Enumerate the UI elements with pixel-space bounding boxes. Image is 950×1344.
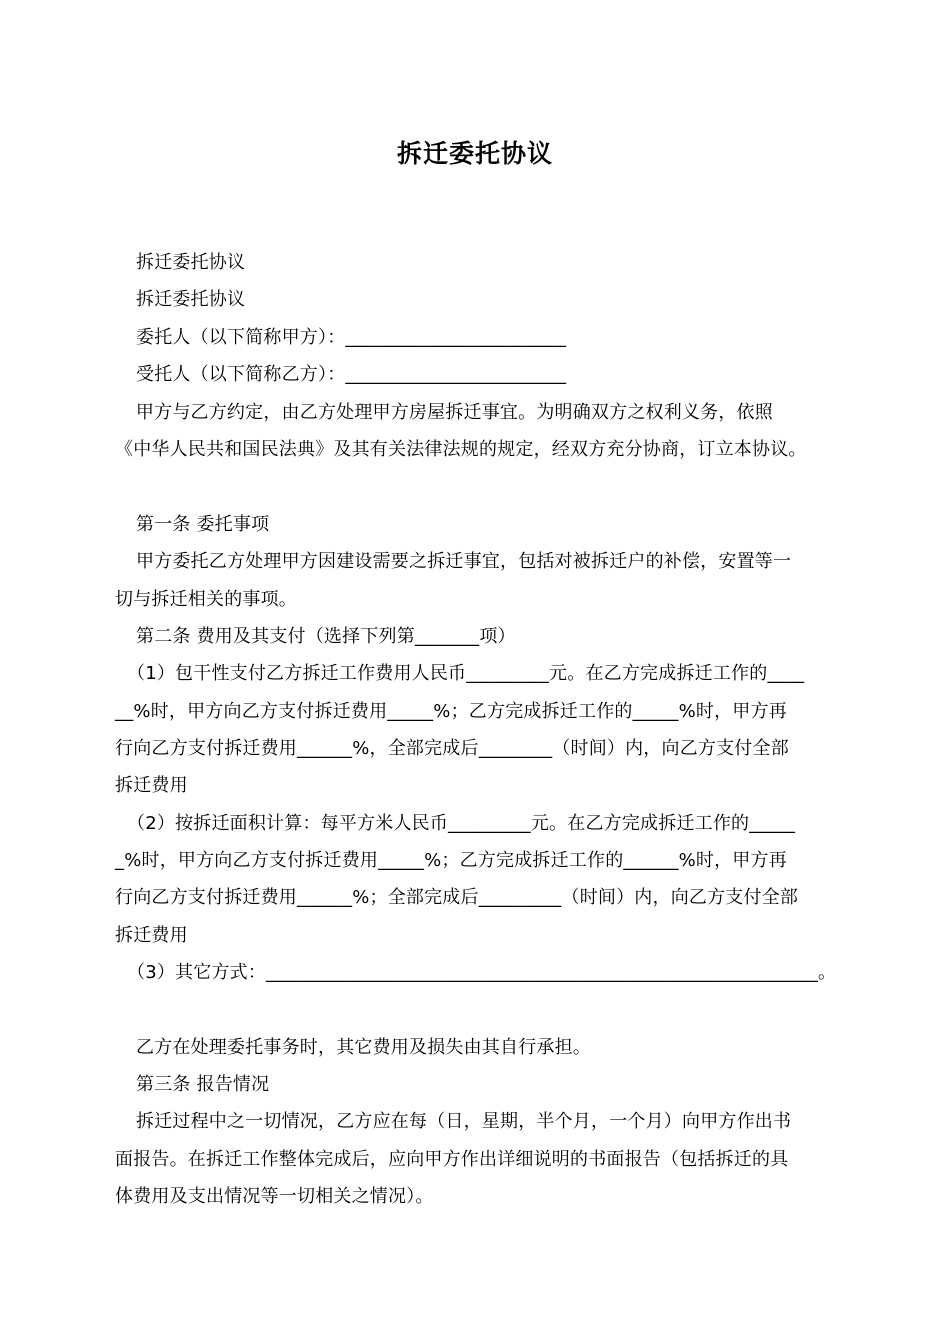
article-text: 行向乙方支付拆迁费用______%；全部完成后_________（时间）内，向乙方支付全部 bbox=[115, 887, 799, 908]
agent-line: 受托人（以下简称乙方）：________________________ bbox=[136, 364, 567, 385]
article-text: 甲方委托乙方处理甲方因建设需要之拆迁事宜，包括对被拆迁户的补偿，安置等一 bbox=[136, 551, 792, 572]
article-text: 体费用及支出情况等一切相关之情况）。 bbox=[115, 1186, 434, 1207]
article-heading: 第三条 报告情况 bbox=[136, 1074, 270, 1095]
article-text: __%时，甲方向乙方支付拆迁费用_____%；乙方完成拆迁工作的_____%时，甲方再 bbox=[115, 701, 787, 722]
heading-line: 拆迁委托协议 bbox=[136, 289, 246, 310]
article-text: 切与拆迁相关的事项。 bbox=[115, 589, 297, 610]
article-text: 面报告。在拆迁工作整体完成后，应向甲方作出详细说明的书面报告（包括拆迁的具 bbox=[115, 1149, 789, 1170]
article-text: 行向乙方支付拆迁费用______%，全部完成后________（时间）内，向乙方支付全部 bbox=[115, 738, 789, 759]
article-text: 拆迁费用 bbox=[115, 775, 188, 796]
preamble-line: 甲方与乙方约定，由乙方处理甲方房屋拆迁事宜。为明确双方之权利义务，依照 bbox=[130, 402, 773, 423]
article-text: （3）其它方式：____________________________________________________________。 bbox=[127, 962, 837, 983]
article-text: 拆迁过程中之一切情况，乙方应在每（日，星期，半个月，一个月）向甲方作出书 bbox=[136, 1111, 792, 1132]
article-text: （2）按拆迁面积计算：每平方米人民币_________元。在乙方完成拆迁工作的_____ bbox=[127, 813, 796, 834]
preamble-line: 《中华人民共和国民法典》及其有关法律法规的规定，经双方充分协商，订立本协议。 bbox=[115, 439, 807, 460]
article-heading: 第一条 委托事项 bbox=[136, 514, 270, 535]
article-text: 乙方在处理委托事务时，其它费用及损失由其自行承担。 bbox=[136, 1037, 591, 1058]
heading-line: 拆迁委托协议 bbox=[136, 252, 246, 273]
article-text: 拆迁费用 bbox=[115, 925, 188, 946]
principal-line: 委托人（以下简称甲方）：________________________ bbox=[136, 327, 567, 348]
article-text: _%时，甲方向乙方支付拆迁费用_____%；乙方完成拆迁工作的______%时，甲方再 bbox=[115, 850, 787, 871]
article-heading: 第二条 费用及其支付（选择下列第_______项） bbox=[136, 626, 516, 647]
article-text: （1）包干性支付乙方拆迁工作费用人民币_________元。在乙方完成拆迁工作的____ bbox=[127, 663, 805, 684]
document-title: 拆迁委托协议 bbox=[396, 139, 553, 168]
